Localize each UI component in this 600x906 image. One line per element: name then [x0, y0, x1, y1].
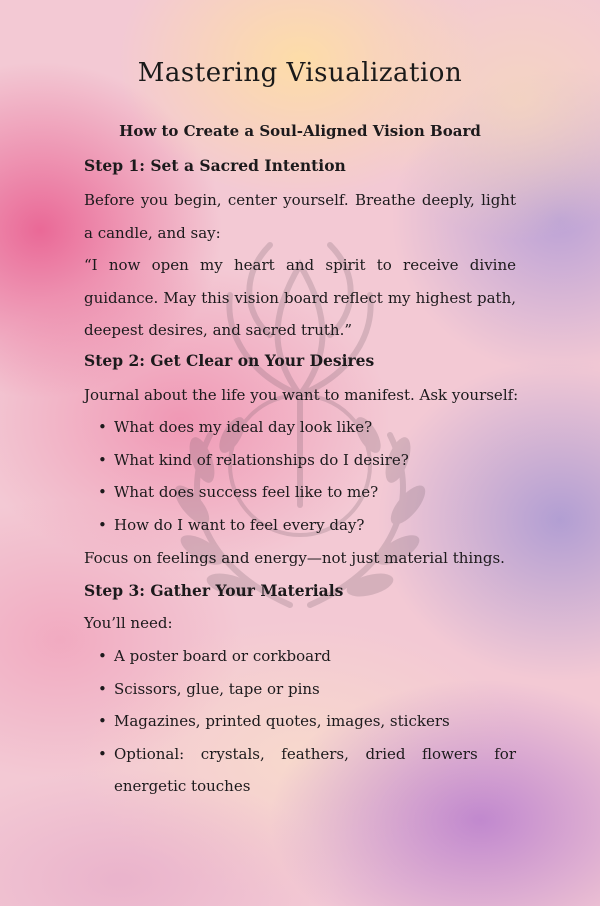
- step2-note: Focus on feelings and energy—not just material things.: [84, 549, 505, 567]
- bullet-icon: •: [98, 483, 107, 501]
- bullet-icon: •: [98, 450, 107, 469]
- bullet-icon: •: [98, 744, 107, 763]
- list-item: [84, 509, 516, 542]
- step2-heading: Step 2: Get Clear on Your Desires: [84, 351, 375, 370]
- bullet-icon: •: [98, 418, 107, 436]
- list-item: [84, 705, 516, 738]
- list-item-text: What does my ideal day look like?: [114, 418, 373, 436]
- list-item-text: What does success feel like to me?: [114, 483, 379, 501]
- bullet-icon: •: [98, 515, 107, 534]
- bullet-icon: •: [98, 712, 107, 730]
- step2-questions-list: [84, 411, 516, 541]
- document-title: Mastering Visualization: [137, 58, 463, 88]
- list-item: [84, 476, 516, 509]
- step3-heading: Step 3: Gather Your Materials: [84, 581, 344, 600]
- list-item: [84, 738, 516, 803]
- list-item: [84, 411, 516, 444]
- list-item-text: How do I want to feel every day?: [114, 515, 365, 534]
- list-item: [84, 673, 516, 706]
- step2-intro: Journal about the life you want to manifest. Ask yourself:: [84, 386, 519, 404]
- step3-intro: You’ll need:: [84, 614, 173, 632]
- step1-heading: Step 1: Set a Sacred Intention: [84, 156, 346, 175]
- list-item-text: Magazines, printed quotes, images, stickers: [114, 712, 450, 730]
- document-subtitle: How to Create a Soul-Aligned Vision Board: [119, 122, 481, 140]
- list-item-text: Optional: crystals, feathers, dried flowers for energetic touches: [114, 744, 516, 795]
- bullet-icon: •: [98, 679, 107, 698]
- list-item-text: Scissors, glue, tape or pins: [114, 679, 320, 698]
- step1-quote: “I now open my heart and spirit to receive divine guidance. May this vision board reflect my highest path, deepest desires, and sacred truth.”: [84, 256, 516, 339]
- bullet-icon: •: [98, 647, 107, 665]
- list-item: [84, 444, 516, 477]
- list-item-text: What kind of relationships do I desire?: [114, 450, 409, 469]
- list-item-text: A poster board or corkboard: [114, 647, 331, 665]
- step3-materials-list: [84, 640, 516, 803]
- step1-intro: Before you begin, center yourself. Breathe deeply, light a candle, and say:: [84, 191, 516, 242]
- list-item: [84, 640, 516, 673]
